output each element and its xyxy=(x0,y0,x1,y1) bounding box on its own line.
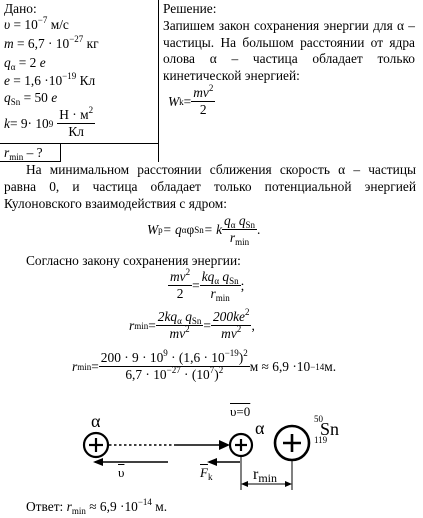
formula-rmin-numeric: r min = $\frac{200 \cdot 9 \cdot 10^9 \cdot (1,6 \cdot 10^{-19})^2}{6,7 \cdot 10^{-27} \cdot (10^7)^2}$ м ≈ 6,9 ·10 −14 м. xyxy=(72,348,337,383)
given-find: $r_{min}$ – ? xyxy=(4,145,43,162)
given-underline xyxy=(0,143,158,144)
given-charge-sn: $q_{Sn} = 50$ e xyxy=(4,90,58,107)
paragraph-conservation: Согласно закону сохранения энергии: xyxy=(26,253,241,268)
solution-title: Решение: xyxy=(163,1,217,16)
formula-wp: W p = q α φ Sn = k $\frac{q_\alpha q_{Sn}}{r_{min}}$ . xyxy=(147,213,261,248)
given-elementary-charge: $e = 1,6 \cdot 10^{-19}$ Кл xyxy=(4,71,96,88)
label-rmin: $r_{min}$ xyxy=(253,466,277,485)
answer: Ответ: $r_{min} \approx 6,9 \cdot 10^{-14}$ м. xyxy=(26,497,168,516)
solution-wk-formula: W k = $\frac{mv^2}{2}$ xyxy=(168,83,214,118)
label-force: $\overline{F}_k$ xyxy=(200,465,213,482)
label-sn-top: 50 xyxy=(314,414,323,424)
given-bottom-divider xyxy=(60,143,61,162)
given-charge-alpha: $q_\alpha = 2$ e xyxy=(4,55,46,72)
given-title: Дано: xyxy=(4,1,37,16)
formula-conservation: $\frac{mv^2}{2}$ = $\frac{kq_\alpha q_{Sn}}{r_{min}}$ ; xyxy=(170,267,245,304)
label-alpha-right: α xyxy=(255,418,265,438)
solution-text: Запишем закон сохранения энергии для α – частицы. На большом расстоянии от ядра олова α – частица обладает только кинетической энергией: xyxy=(163,18,415,83)
paragraph-min-distance: На минимальном расстоянии сближения скорость α – частицы равна 0, и частица обладает только потенциальной энергией Кулоновского взаимодействия с ядром: xyxy=(4,162,416,211)
label-v-zero: υ=0 xyxy=(230,404,251,419)
label-sn-bottom: 119 xyxy=(314,435,328,445)
scattering-diagram xyxy=(0,398,423,498)
frame-divider xyxy=(158,0,159,162)
label-alpha-left: α xyxy=(91,411,101,431)
label-velocity: $\overline{\upsilon}$ xyxy=(118,465,125,480)
given-mass: $m = 6,7 \cdot 10^{-27}$ кг xyxy=(4,34,99,51)
given-k: k = 9· 10 9 $\frac{Н \cdot м^2}{Кл}$ xyxy=(4,105,94,140)
formula-rmin-symbolic: r min = $\frac{2kq_\alpha q_{Sn}}{mv^2}$ = $\frac{200ke^2}{mv^2}$ , xyxy=(129,307,255,342)
label-sn: Sn xyxy=(320,419,340,439)
given-speed: $\upsilon = 10^{-7}$ м/с xyxy=(4,15,69,32)
